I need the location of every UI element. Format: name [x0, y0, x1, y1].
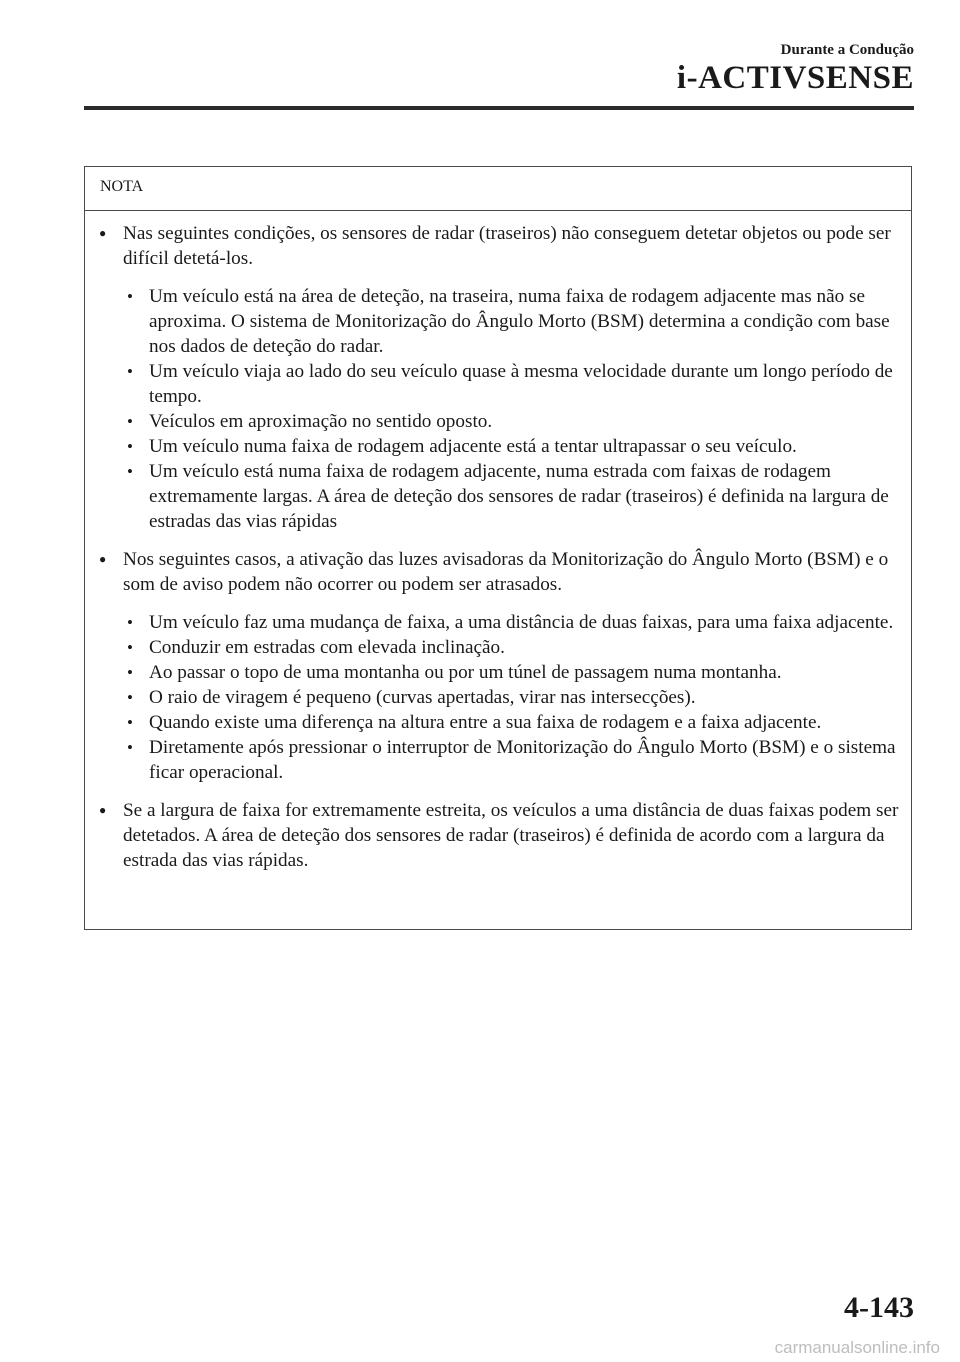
- list-item-text: Um veículo numa faixa de rodagem adjacente está a tentar ultrapassar o seu veículo.: [149, 436, 797, 457]
- sub-bullet-icon: •: [127, 738, 133, 757]
- sub-bullet-icon: •: [127, 688, 133, 707]
- sub-bullet-icon: •: [127, 287, 133, 306]
- list-item-text: Um veículo viaja ao lado do seu veículo quase à mesma velocidade durante um longo período de tempo.: [149, 361, 893, 407]
- sub-list: [123, 284, 905, 534]
- sub-bullet-icon: •: [127, 713, 133, 732]
- list-item-text: Conduzir em estradas com elevada inclinação.: [149, 637, 505, 658]
- list-item-text: Um veículo está numa faixa de rodagem adjacente, numa estrada com faixas de rodagem extremamente largas. A área de deteção dos sensores de radar (traseiros) é definida na largura de estradas das vias rápidas: [149, 461, 889, 532]
- list-item: [123, 685, 905, 710]
- watermark: carmanualsonline.info: [774, 1338, 940, 1357]
- note-section: [85, 798, 911, 873]
- note-section-text: Nos seguintes casos, a ativação das luzes avisadoras da Monitorização do Ângulo Morto (BSM) e o som de aviso podem não ocorrer ou podem ser atrasados.: [123, 549, 889, 595]
- note-section-text: Se a largura de faixa for extremamente estreita, os veículos a uma distância de duas faixas podem ser detetados. A área de deteção dos sensores de radar (traseiros) é definida de acordo com a largura da estrada das vias rápidas.: [123, 800, 899, 871]
- note-section: [85, 547, 911, 785]
- list-item: [123, 409, 905, 434]
- note-title: NOTA: [85, 167, 911, 211]
- sub-bullet-icon: •: [127, 412, 133, 431]
- sub-bullet-icon: •: [127, 638, 133, 657]
- list-item: [123, 359, 905, 409]
- sub-bullet-icon: •: [127, 462, 133, 481]
- list-item: [123, 635, 905, 660]
- header-divider: [84, 106, 914, 110]
- sub-bullet-icon: •: [127, 613, 133, 632]
- list-item: [123, 284, 905, 359]
- list-item: [123, 660, 905, 685]
- list-item-text: Veículos em aproximação no sentido oposto.: [149, 411, 493, 432]
- note-section-text: Nas seguintes condições, os sensores de radar (traseiros) não conseguem detetar objetos ou pode ser difícil detetá-los.: [123, 223, 891, 269]
- list-item-text: Quando existe uma diferença na altura entre a sua faixa de rodagem e a faixa adjacente.: [149, 712, 822, 733]
- note-box: [84, 166, 912, 930]
- list-item-text: Ao passar o topo de uma montanha ou por um túnel de passagem numa montanha.: [149, 662, 782, 683]
- sub-bullet-icon: •: [127, 663, 133, 682]
- list-item-text: O raio de viragem é pequeno (curvas apertadas, virar nas intersecções).: [149, 687, 696, 708]
- note-section: [85, 221, 911, 534]
- list-item-text: Um veículo faz uma mudança de faixa, a uma distância de duas faixas, para uma faixa adjacente.: [149, 612, 894, 633]
- page-number: 4-143: [844, 1291, 914, 1324]
- chapter-title: i-ACTIVSENSE: [676, 60, 914, 96]
- bullet-icon: ●: [99, 552, 107, 566]
- list-item-text: Um veículo está na área de deteção, na traseira, numa faixa de rodagem adjacente mas não se aproxima. O sistema de Monitorização do Ângulo Morto (BSM) determina a condição com base nos dados de deteção do radar.: [149, 286, 890, 357]
- list-item: [123, 434, 905, 459]
- list-item: [123, 710, 905, 735]
- sub-bullet-icon: •: [127, 362, 133, 381]
- list-item: [123, 459, 905, 534]
- sub-list: [123, 610, 905, 785]
- note-body: [85, 211, 911, 873]
- list-item: [123, 610, 905, 635]
- list-item-text: Diretamente após pressionar o interruptor de Monitorização do Ângulo Morto (BSM) e o sistema ficar operacional.: [149, 737, 896, 783]
- section-title: Durante a Condução: [780, 42, 914, 58]
- bullet-icon: ●: [99, 803, 107, 817]
- list-item: [123, 735, 905, 785]
- sub-bullet-icon: •: [127, 437, 133, 456]
- bullet-icon: ●: [99, 226, 107, 240]
